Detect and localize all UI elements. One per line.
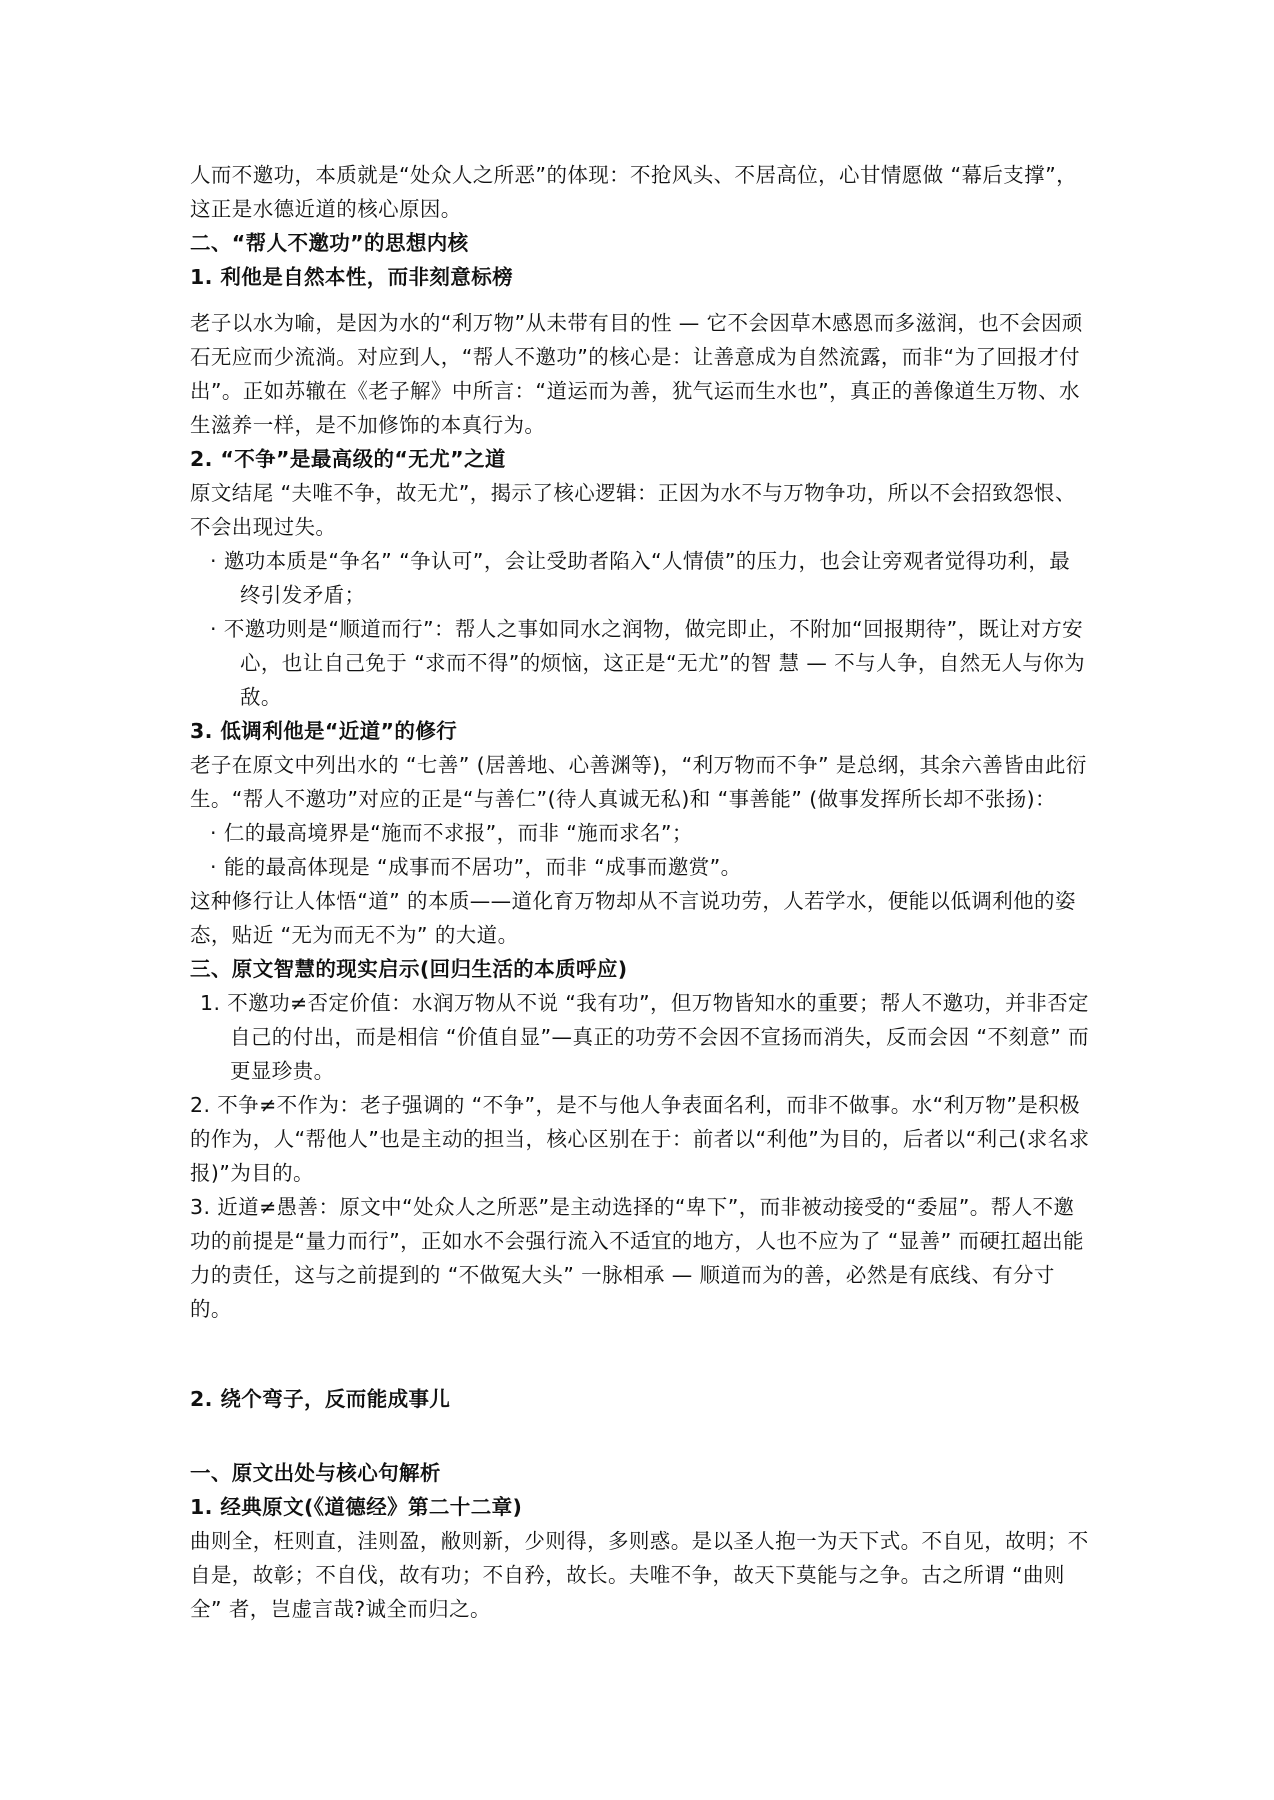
subheading-altruism: 1. 利他是自然本性，而非刻意标榜 — [190, 265, 513, 289]
heading-section-3: 三、原文智慧的现实启示(回归生活的本质呼应) — [190, 957, 628, 981]
section-title-2: 2. 绕个弯子，反而能成事儿 — [190, 1387, 451, 1411]
bullet-ability: · 能的最高体现是 “成事而不居功”，而非 “成事而邀赏”。 — [210, 855, 742, 879]
document-page — [190, 158, 1090, 1626]
subheading-classic-text: 1. 经典原文(《道德经》第二十二章) — [190, 1495, 523, 1519]
paragraph-conclusion-logic: 原文结尾 “夫唯不争，故无尤”，揭示了核心逻辑：正因为水不与万物争功，所以不会招致怨恨、不会出现过失。 — [190, 481, 1076, 539]
numbered-item-1: 1. 不邀功≠否定价值：水润万物从不说 “我有功”，但万物皆知水的重要；帮人不邀功，并非否定自己的付出，而是相信 “价值自显”—真正的功劳不会因不宣扬而消失，反而会因 “不刻意” 而更显珍贵。 — [200, 991, 1090, 1083]
bullet-not-claiming: · 不邀功则是“顺道而行”：帮人之事如同水之润物，做完即止，不附加“回报期待”，既让对方安心，也让自己免于 “求而不得”的烦恼，这正是“无尤”的智 慧 — 不与人争，自然无人与你为敌。 — [210, 617, 1086, 709]
bullet-claiming-credit: · 邀功本质是“争名” “争认可”，会让受助者陷入“人情债”的压力，也会让旁观者觉得功利，最终引发矛盾； — [210, 549, 1071, 607]
numbered-item-2: 2. 不争≠不作为：老子强调的 “不争”，是不与他人争表面名利，而非不做事。水“利万物”是积极的作为，人“帮他人”也是主动的担当，核心区别在于：前者以“利他”为目的，后者以“利己(求名求报)”为目的。 — [190, 1093, 1090, 1185]
heading-source: 一、原文出处与核心句解析 — [190, 1461, 441, 1485]
numbered-item-3: 3. 近道≠愚善：原文中“处众人之所恶”是主动选择的“卑下”，而非被动接受的“委屈”。帮人不邀功的前提是“量力而行”，正如水不会强行流入不适宜的地方，人也不应为了 “显善” 而硬扛超出能力的责任，这与之前提到的 “不做冤大头” 一脉相承 — 顺道而为的善，必然是有底线、有分寸的。 — [190, 1195, 1084, 1321]
paragraph-seven-virtues: 老子在原文中列出水的 “七善” (居善地、心善渊等)，“利万物而不争” 是总纲，其余六善皆由此衍生。“帮人不邀功”对应的正是“与善仁”(待人真诚无私)和 “事善能” (做事发挥所长却不张扬)： — [190, 753, 1087, 811]
paragraph-cultivation: 这种修行让人体悟“道” 的本质——道化育万物却从不言说功劳，人若学水，便能以低调利他的姿态，贴近 “无为而无不为” 的大道。 — [190, 889, 1076, 947]
subheading-low-key: 3. 低调利他是“近道”的修行 — [190, 719, 458, 743]
subheading-no-contention: 2. “不争”是最高级的“无尤”之道 — [190, 447, 506, 471]
paragraph-water-virtue: 人而不邀功，本质就是“处众人之所恶”的体现：不抢风头、不居高位，心甘情愿做 “幕后支撑”，这正是水德近道的核心原因。 — [190, 163, 1077, 221]
heading-section-2: 二、“帮人不邀功”的思想内核 — [190, 231, 469, 255]
bullet-benevolence: · 仁的最高境界是“施而不求报”，而非 “施而求名”； — [210, 821, 693, 845]
paragraph-chapter-22: 曲则全，枉则直，洼则盈，敝则新，少则得，多则惑。是以圣人抱一为天下式。不自见，故明；不自是，故彰；不自伐，故有功；不自矜，故长。夫唯不争，故天下莫能与之争。古之所谓 “曲则全” 者，岂虚言哉?诚全而归之。 — [190, 1529, 1089, 1621]
paragraph-laozi-water: 老子以水为喻，是因为水的“利万物”从未带有目的性 — 它不会因草木感恩而多滋润，也不会因顽石无应而少流淌。对应到人，“帮人不邀功”的核心是：让善意成为自然流露，而非“为了回报才付出”。正如苏辙在《老子解》中所言：“道运而为善，犹气运而生水也”，真正的善像道生万物、水生滋养一样，是不加修饰的本真行为。 — [190, 311, 1083, 437]
